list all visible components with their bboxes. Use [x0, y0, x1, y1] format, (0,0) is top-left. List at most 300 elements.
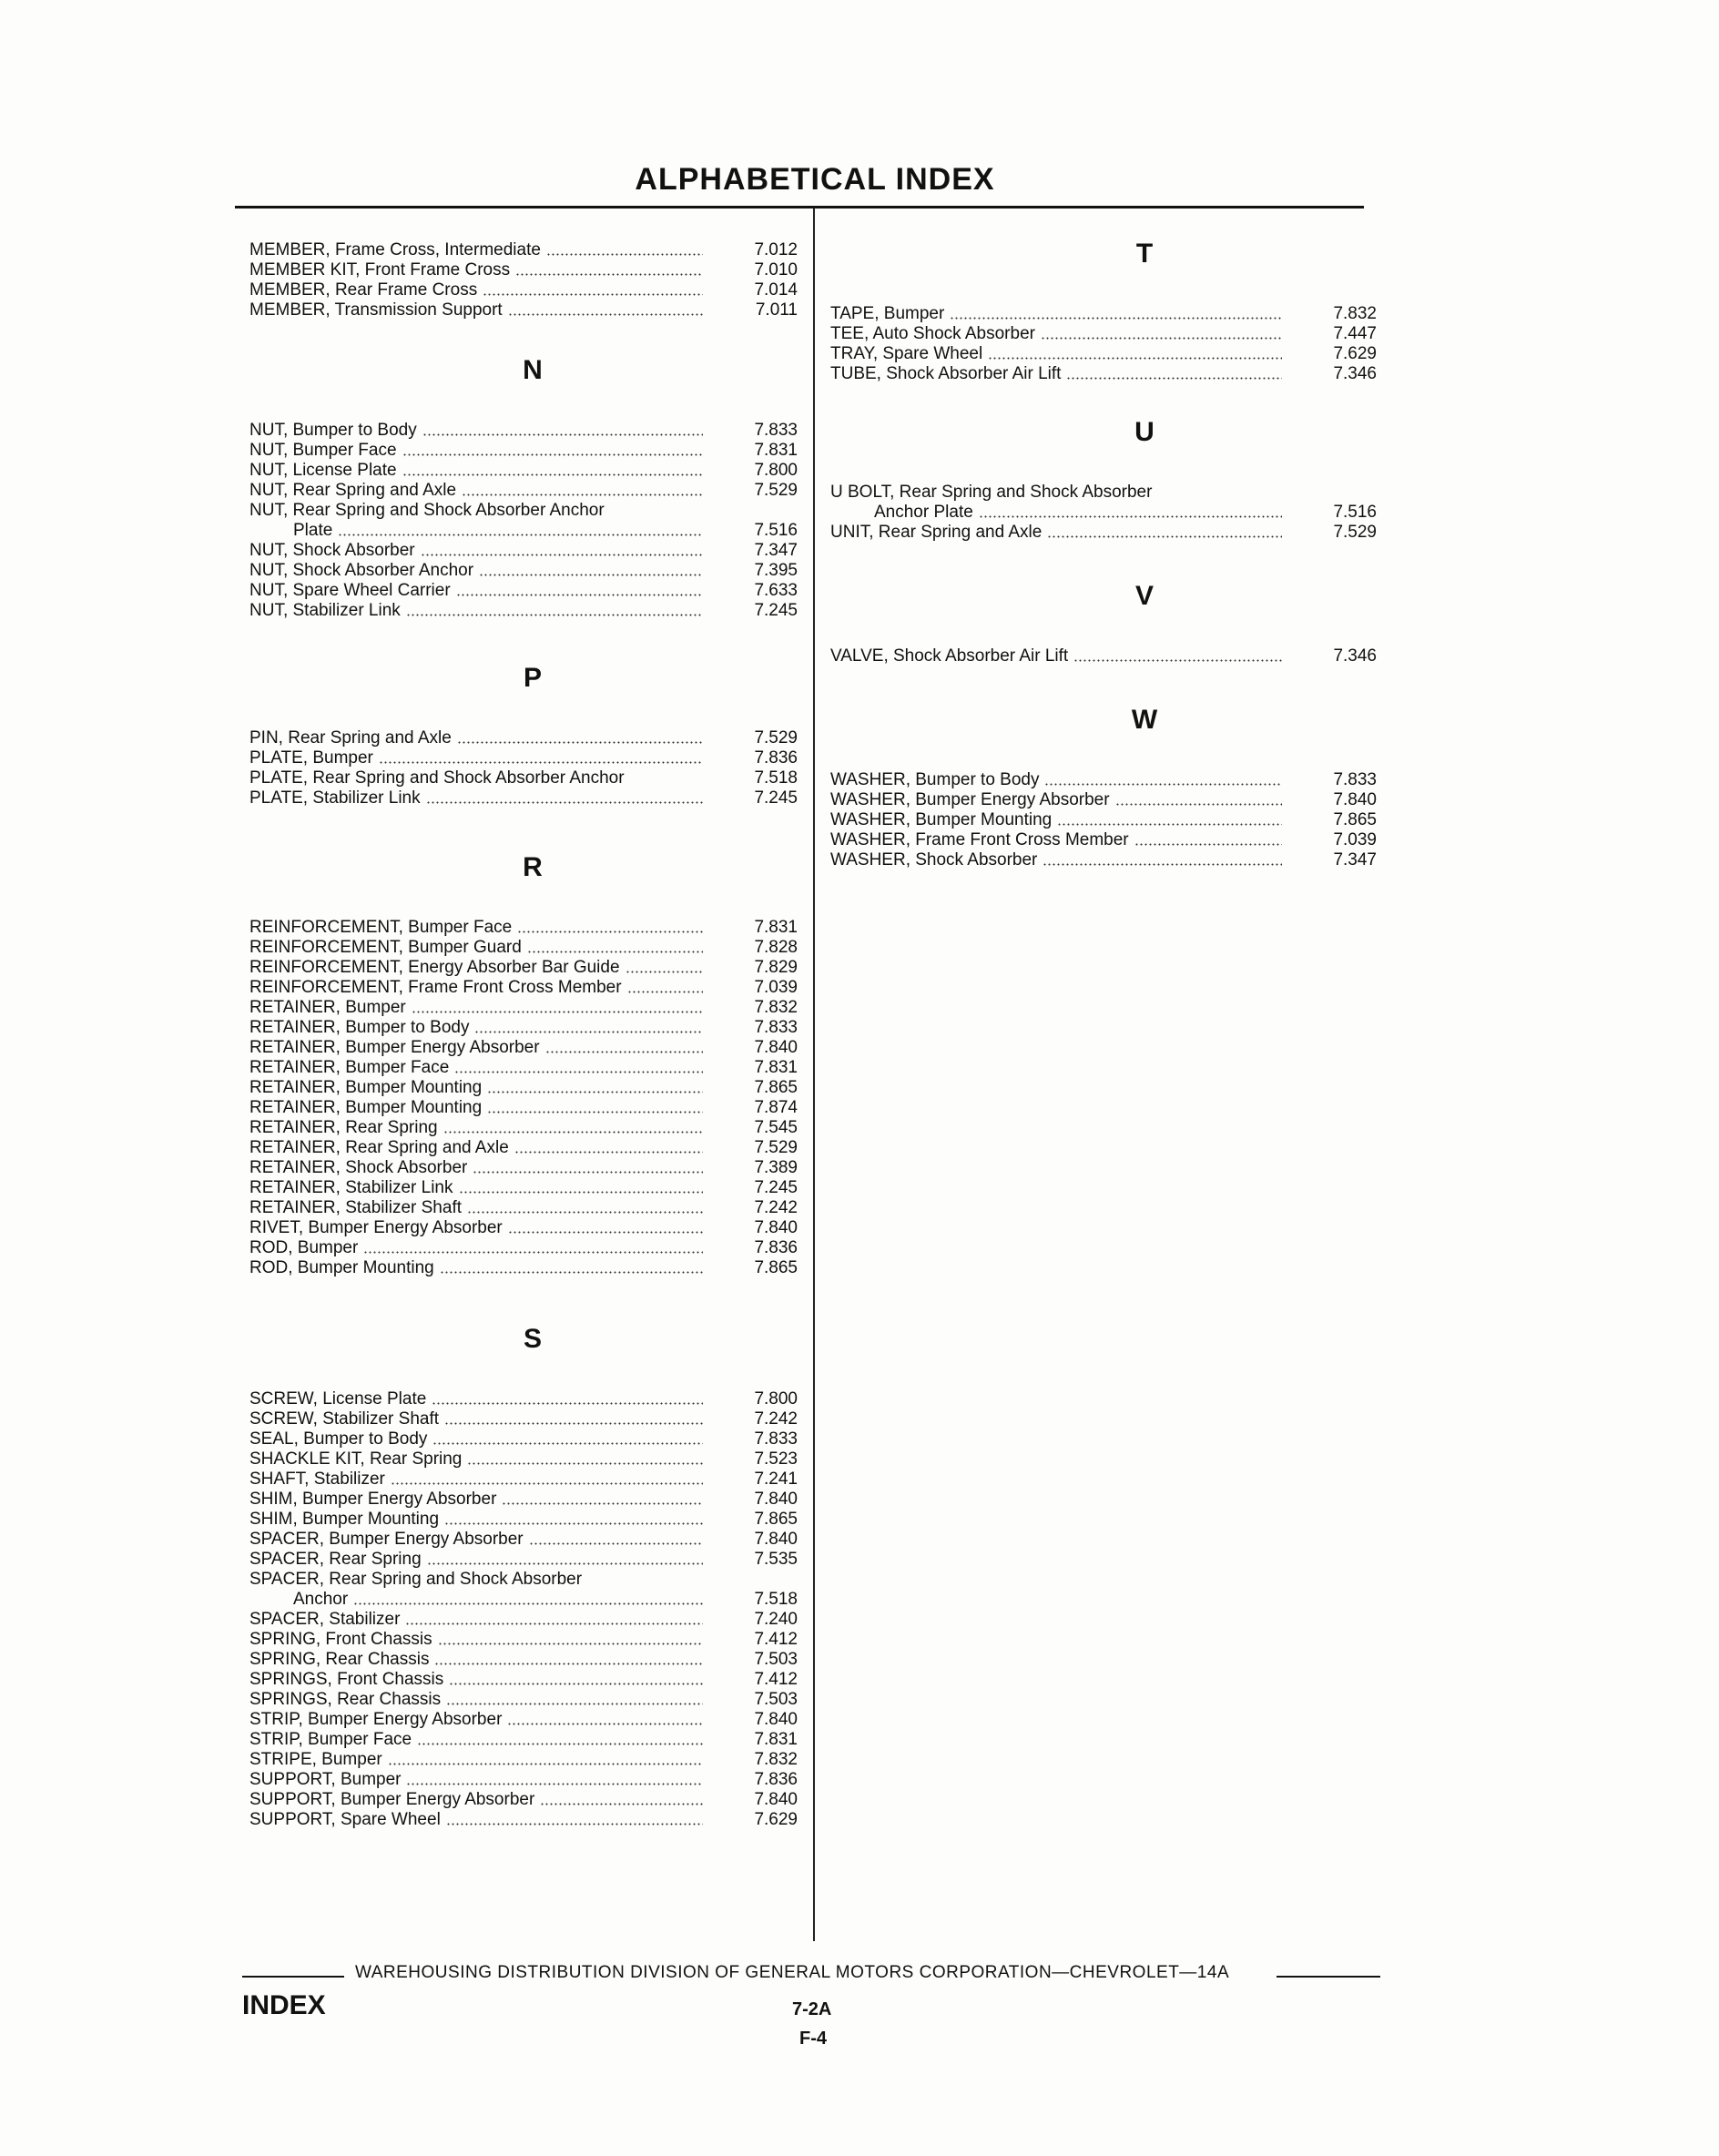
leader-dots [514, 1151, 703, 1154]
entry-name-continued: Anchor [293, 1590, 349, 1609]
entry-page-number: 7.523 [754, 1449, 798, 1469]
entry-page-number: 7.516 [1333, 503, 1377, 522]
entry-list [830, 646, 1377, 666]
entry-name: RETAINER, Rear Spring [249, 1118, 438, 1137]
index-entry [249, 1218, 798, 1238]
leader-dots [379, 761, 703, 764]
entry-page-number: 7.014 [754, 280, 798, 300]
entry-name: MEMBER, Transmission Support [249, 300, 503, 320]
leader-dots [473, 1171, 703, 1174]
entry-name: RETAINER, Bumper Face [249, 1058, 450, 1077]
leader-dots [950, 317, 1282, 320]
index-entry [830, 830, 1377, 850]
leader-dots [483, 293, 703, 296]
section-letter: N [523, 355, 543, 385]
index-entry [830, 344, 1377, 364]
index-entry [249, 788, 798, 808]
page-title: ALPHABETICAL INDEX [635, 162, 995, 197]
entry-name: SPACER, Stabilizer [249, 1610, 401, 1629]
entry-name: NUT, Shock Absorber Anchor [249, 561, 474, 580]
index-entry [249, 280, 798, 300]
leader-dots [540, 1803, 703, 1805]
index-entry [249, 1670, 798, 1690]
index-entry [249, 1238, 798, 1258]
page-sub-code: F-4 [799, 2029, 827, 2049]
section-label: INDEX [242, 1990, 326, 2020]
entry-name: WASHER, Shock Absorber [830, 850, 1038, 870]
entry-name: RETAINER, Bumper [249, 998, 406, 1017]
index-entry [249, 1470, 798, 1490]
entry-page-number: 7.831 [754, 1058, 798, 1077]
leader-dots [402, 453, 703, 456]
index-section [830, 240, 1377, 384]
index-section [249, 1326, 798, 1830]
index-entry [249, 1810, 798, 1830]
index-entry [249, 1510, 798, 1530]
left-index-column [249, 240, 798, 1830]
leader-dots [427, 1562, 703, 1565]
entry-page-number: 7.874 [754, 1098, 798, 1117]
entry-name: TUBE, Shock Absorber Air Lift [830, 364, 1062, 383]
leader-dots [1044, 783, 1282, 786]
entry-page-number: 7.545 [754, 1118, 798, 1137]
footer-banner [242, 1963, 1380, 1990]
entry-page-number: 7.395 [754, 561, 798, 580]
entry-name: ROD, Bumper Mounting [249, 1258, 434, 1277]
entry-name: SPRING, Front Chassis [249, 1630, 432, 1649]
leader-dots [402, 473, 703, 476]
entry-name: RETAINER, Shock Absorber [249, 1158, 468, 1177]
index-entry [249, 1078, 798, 1098]
index-entry [249, 768, 798, 788]
entry-page-number: 7.833 [754, 1018, 798, 1037]
index-entry [830, 324, 1377, 344]
entry-name: SUPPORT, Spare Wheel [249, 1810, 441, 1829]
entry-page-number: 7.389 [754, 1158, 798, 1177]
entry-name: PLATE, Rear Spring and Shock Absorber Anchor [249, 768, 625, 788]
entry-name: MEMBER, Frame Cross, Intermediate [249, 240, 541, 259]
leader-dots [457, 741, 703, 744]
entry-page-number: 7.865 [754, 1258, 798, 1277]
entry-name: RETAINER, Stabilizer Link [249, 1178, 453, 1197]
index-entry [830, 790, 1377, 810]
entry-name: SHIM, Bumper Energy Absorber [249, 1490, 497, 1509]
index-entry [249, 1429, 798, 1449]
index-entry [249, 1178, 798, 1198]
entry-page-number: 7.836 [754, 1770, 798, 1789]
entry-page-number: 7.516 [754, 521, 798, 540]
index-entry [830, 850, 1377, 870]
entry-name: STRIP, Bumper Face [249, 1730, 412, 1749]
section-letter: W [1131, 705, 1158, 735]
index-entry [249, 1449, 798, 1470]
entry-name: REINFORCEMENT, Frame Front Cross Member [249, 978, 622, 997]
entry-page-number: 7.529 [1333, 523, 1377, 542]
index-entry [249, 1710, 798, 1730]
entry-page-number: 7.242 [754, 1198, 798, 1217]
index-entry [249, 728, 798, 748]
leader-dots [474, 1031, 703, 1033]
entry-page-number: 7.240 [754, 1610, 798, 1629]
leader-dots [406, 1783, 703, 1785]
entry-page-number: 7.633 [754, 581, 798, 600]
index-entry [249, 1490, 798, 1510]
leader-dots [1057, 823, 1282, 826]
entry-page-number: 7.412 [754, 1670, 798, 1689]
entry-name: SCREW, Stabilizer Shaft [249, 1409, 440, 1429]
entry-name-continued: Anchor Plate [874, 503, 973, 522]
leader-dots [459, 1191, 703, 1194]
entry-page-number: 7.840 [1333, 790, 1377, 809]
entry-page-number: 7.245 [754, 601, 798, 620]
leader-dots [432, 1402, 703, 1405]
entry-name: NUT, License Plate [249, 461, 397, 480]
index-entry [249, 1690, 798, 1710]
entry-name: PIN, Rear Spring and Axle [249, 728, 452, 747]
entry-page-number: 7.865 [1333, 810, 1377, 829]
entry-page-number: 7.503 [754, 1690, 798, 1709]
entry-list [249, 240, 798, 320]
leader-dots [388, 1763, 703, 1765]
entry-list [249, 918, 798, 1278]
entry-page-number: 7.011 [755, 300, 798, 320]
index-entry [249, 1550, 798, 1570]
index-entry [249, 1730, 798, 1750]
entry-page-number: 7.010 [754, 260, 798, 280]
entry-page-number: 7.012 [754, 240, 798, 259]
index-section [249, 665, 798, 808]
entry-page-number: 7.800 [754, 461, 798, 480]
entry-name: WASHER, Bumper Mounting [830, 810, 1053, 829]
entry-name: MEMBER KIT, Front Frame Cross [249, 260, 511, 280]
leader-dots [454, 1071, 703, 1073]
index-section [249, 854, 798, 1278]
entry-name: SPRINGS, Rear Chassis [249, 1690, 442, 1709]
index-entry [249, 1098, 798, 1118]
entry-page-number: 7.840 [754, 1710, 798, 1729]
entry-page-number: 7.039 [754, 978, 798, 997]
entry-page-number: 7.831 [754, 918, 798, 937]
entry-name: TAPE, Bumper [830, 304, 945, 323]
entry-list [249, 421, 798, 621]
entry-page-number: 7.836 [754, 1238, 798, 1257]
index-entry [249, 421, 798, 441]
leader-dots [1134, 843, 1282, 846]
entry-name: SEAL, Bumper to Body [249, 1429, 428, 1449]
index-entry [249, 1018, 798, 1038]
index-entry [830, 304, 1377, 324]
index-entry [830, 810, 1377, 830]
index-entry [249, 1790, 798, 1810]
leader-dots [515, 273, 703, 276]
entry-page-number: 7.832 [754, 1750, 798, 1769]
index-section [249, 357, 798, 621]
entry-name: MEMBER, Rear Frame Cross [249, 280, 478, 300]
leader-dots [462, 493, 703, 496]
index-entry [249, 1530, 798, 1550]
entry-name: REINFORCEMENT, Bumper Guard [249, 938, 522, 957]
entry-page-number: 7.833 [754, 1429, 798, 1449]
entry-name: STRIPE, Bumper [249, 1750, 382, 1769]
entry-name: SPRING, Rear Chassis [249, 1650, 430, 1669]
page-code: 7-2A [792, 1999, 832, 2019]
entry-name: NUT, Bumper to Body [249, 421, 417, 440]
entry-list [249, 728, 798, 808]
entry-name: RETAINER, Bumper Mounting [249, 1078, 483, 1097]
index-section [830, 707, 1377, 870]
entry-name: SCREW, License Plate [249, 1389, 427, 1409]
index-entry [249, 1038, 798, 1058]
entry-name: SUPPORT, Bumper [249, 1770, 402, 1789]
leader-dots [417, 1743, 703, 1745]
entry-name: REINFORCEMENT, Bumper Face [249, 918, 513, 937]
index-entry [249, 1258, 798, 1278]
leader-dots [1115, 803, 1282, 806]
entry-page-number: 7.836 [754, 748, 798, 768]
entry-page-number: 7.629 [754, 1810, 798, 1829]
index-entry [249, 1750, 798, 1770]
entry-name: WASHER, Bumper Energy Absorber [830, 790, 1110, 809]
leader-dots [443, 1131, 703, 1134]
index-entry [249, 918, 798, 938]
index-entry [249, 1138, 798, 1158]
entry-page-number: 7.346 [1333, 364, 1377, 383]
entry-name: RETAINER, Bumper Energy Absorber [249, 1038, 540, 1057]
entry-name: ROD, Bumper [249, 1238, 359, 1257]
leader-dots [545, 1051, 703, 1053]
section-letter: U [1134, 417, 1154, 447]
section-letter: P [523, 663, 542, 693]
entry-name: WASHER, Frame Front Cross Member [830, 830, 1129, 849]
index-entry [249, 958, 798, 978]
index-entry [249, 240, 798, 260]
entry-page-number: 7.245 [754, 1178, 798, 1197]
entry-page-number: 7.840 [754, 1530, 798, 1549]
leader-dots [440, 1271, 703, 1274]
leader-dots [467, 1462, 703, 1465]
entry-name: PLATE, Stabilizer Link [249, 788, 421, 808]
index-entry [249, 561, 798, 581]
leader-dots [487, 1091, 703, 1093]
index-entry [249, 978, 798, 998]
entry-list [830, 304, 1377, 384]
index-entry [249, 748, 798, 768]
leader-dots [979, 515, 1282, 518]
entry-name: NUT, Rear Spring and Shock Absorber Anchor [249, 501, 605, 520]
entry-name: TEE, Auto Shock Absorber [830, 324, 1035, 343]
leader-dots [527, 951, 703, 953]
index-entry [249, 998, 798, 1018]
entry-name: RETAINER, Bumper Mounting [249, 1098, 483, 1117]
index-entry [249, 1118, 798, 1138]
index-entry [249, 501, 798, 541]
leader-dots [391, 1482, 703, 1485]
leader-dots [626, 971, 703, 973]
entry-name: NUT, Spare Wheel Carrier [249, 581, 451, 600]
entry-page-number: 7.412 [754, 1630, 798, 1649]
entry-page-number: 7.831 [754, 441, 798, 460]
leader-dots [456, 594, 703, 596]
leader-dots [432, 1442, 703, 1445]
entry-name: VALVE, Shock Absorber Air Lift [830, 646, 1069, 666]
footer-text: WAREHOUSING DISTRIBUTION DIVISION OF GENERAL MOTORS CORPORATION—CHEVROLET—14A [355, 1963, 1230, 1982]
leader-dots [487, 1111, 703, 1114]
entry-name: SPRINGS, Front Chassis [249, 1670, 444, 1689]
entry-name: RIVET, Bumper Energy Absorber [249, 1218, 503, 1237]
entry-name: U BOLT, Rear Spring and Shock Absorber [830, 483, 1153, 502]
index-entry [249, 481, 798, 501]
entry-page-number: 7.346 [1333, 646, 1377, 666]
index-entry [249, 1409, 798, 1429]
leader-dots [1066, 377, 1282, 380]
leader-dots [502, 1502, 703, 1505]
entry-list [830, 483, 1377, 543]
entry-name: RETAINER, Bumper to Body [249, 1018, 470, 1037]
entry-page-number: 7.831 [754, 1730, 798, 1749]
entry-page-number: 7.832 [1333, 304, 1377, 323]
entry-list [249, 1389, 798, 1830]
entry-page-number: 7.518 [754, 768, 798, 788]
entry-name: SHAFT, Stabilizer [249, 1470, 385, 1489]
entry-name: SPACER, Rear Spring and Shock Absorber [249, 1570, 583, 1589]
section-letter: R [523, 852, 543, 882]
index-section [830, 419, 1377, 543]
entry-page-number: 7.241 [754, 1470, 798, 1489]
entry-name: TRAY, Spare Wheel [830, 344, 983, 363]
entry-page-number: 7.529 [754, 1138, 798, 1157]
entry-page-number: 7.347 [1333, 850, 1377, 870]
leader-dots [529, 1542, 703, 1545]
leader-dots [446, 1823, 703, 1825]
entry-name: NUT, Rear Spring and Axle [249, 481, 457, 500]
entry-name: UNIT, Rear Spring and Axle [830, 523, 1043, 542]
section-letter: V [1134, 581, 1154, 611]
leader-dots [988, 357, 1282, 360]
index-entry [249, 541, 798, 561]
entry-name: NUT, Stabilizer Link [249, 601, 401, 620]
index-entry [249, 601, 798, 621]
index-entry [830, 483, 1377, 523]
entry-page-number: 7.840 [754, 1218, 798, 1237]
entry-page-number: 7.833 [1333, 770, 1377, 789]
leader-dots [363, 1251, 703, 1254]
entry-page-number: 7.865 [754, 1510, 798, 1529]
entry-page-number: 7.865 [754, 1078, 798, 1097]
index-entry [830, 770, 1377, 790]
entry-name: SPACER, Rear Spring [249, 1550, 422, 1569]
entry-page-number: 7.840 [754, 1038, 798, 1057]
entry-page-number: 7.518 [754, 1590, 798, 1609]
index-entry [249, 1770, 798, 1790]
title-rule [235, 206, 1364, 208]
leader-dots [422, 433, 703, 436]
entry-page-number: 7.529 [754, 481, 798, 500]
entry-page-number: 7.039 [1333, 830, 1377, 849]
leader-dots [467, 1211, 703, 1214]
index-section [249, 240, 798, 320]
entry-name: PLATE, Bumper [249, 748, 373, 768]
column-divider [813, 208, 815, 1941]
entry-page-number: 7.840 [754, 1490, 798, 1509]
leader-dots [444, 1422, 703, 1425]
section-letter: S [523, 1324, 542, 1354]
entry-page-number: 7.833 [754, 421, 798, 440]
index-entry [249, 1570, 798, 1610]
leader-dots [627, 991, 703, 993]
leader-dots [405, 1622, 703, 1625]
entry-page-number: 7.800 [754, 1389, 798, 1409]
entry-name: NUT, Shock Absorber [249, 541, 415, 560]
index-entry [249, 1650, 798, 1670]
leader-dots [1041, 337, 1282, 340]
leader-dots [446, 1703, 703, 1705]
index-section [830, 583, 1377, 666]
entry-page-number: 7.447 [1333, 324, 1377, 343]
entry-name: NUT, Bumper Face [249, 441, 397, 460]
index-entry [249, 1630, 798, 1650]
index-entry [249, 938, 798, 958]
index-entry [249, 581, 798, 601]
index-entry [249, 1198, 798, 1218]
footer-rule-left [242, 1976, 344, 1978]
leader-dots [438, 1642, 703, 1645]
entry-name: REINFORCEMENT, Energy Absorber Bar Guide [249, 958, 620, 977]
right-index-column [830, 240, 1377, 870]
leader-dots [406, 614, 703, 616]
entry-name: STRIP, Bumper Energy Absorber [249, 1710, 503, 1729]
entry-page-number: 7.832 [754, 998, 798, 1017]
index-entry [249, 1158, 798, 1178]
index-entry [249, 441, 798, 461]
entry-page-number: 7.242 [754, 1409, 798, 1429]
section-letter: T [1135, 239, 1154, 269]
index-entry [249, 260, 798, 280]
leader-dots [426, 801, 703, 804]
leader-dots [353, 1602, 703, 1605]
entry-page-number: 7.503 [754, 1650, 798, 1669]
leader-dots [1047, 535, 1282, 538]
leader-dots [421, 554, 703, 556]
footer-rule-right [1277, 1976, 1380, 1978]
index-entry [249, 1610, 798, 1630]
entry-name: RETAINER, Stabilizer Shaft [249, 1198, 463, 1217]
leader-dots [546, 253, 703, 256]
index-entry [249, 1058, 798, 1078]
entry-page-number: 7.347 [754, 541, 798, 560]
index-entry [249, 1389, 798, 1409]
index-entry [830, 523, 1377, 543]
leader-dots [507, 1723, 703, 1725]
leader-dots [508, 313, 705, 316]
entry-name-continued: Plate [293, 521, 333, 540]
leader-dots [412, 1011, 703, 1013]
entry-name: SHACKLE KIT, Rear Spring [249, 1449, 463, 1469]
leader-dots [449, 1683, 703, 1685]
entry-name: SHIM, Bumper Mounting [249, 1510, 440, 1529]
entry-name: RETAINER, Rear Spring and Axle [249, 1138, 509, 1157]
leader-dots [508, 1231, 703, 1234]
leader-dots [517, 931, 703, 933]
entry-page-number: 7.829 [754, 958, 798, 977]
entry-page-number: 7.828 [754, 938, 798, 957]
leader-dots [1073, 659, 1282, 662]
leader-dots [434, 1663, 703, 1665]
index-entry [249, 461, 798, 481]
index-entry [830, 364, 1377, 384]
entry-name: SPACER, Bumper Energy Absorber [249, 1530, 524, 1549]
leader-dots [338, 534, 703, 536]
index-entry [830, 646, 1377, 666]
